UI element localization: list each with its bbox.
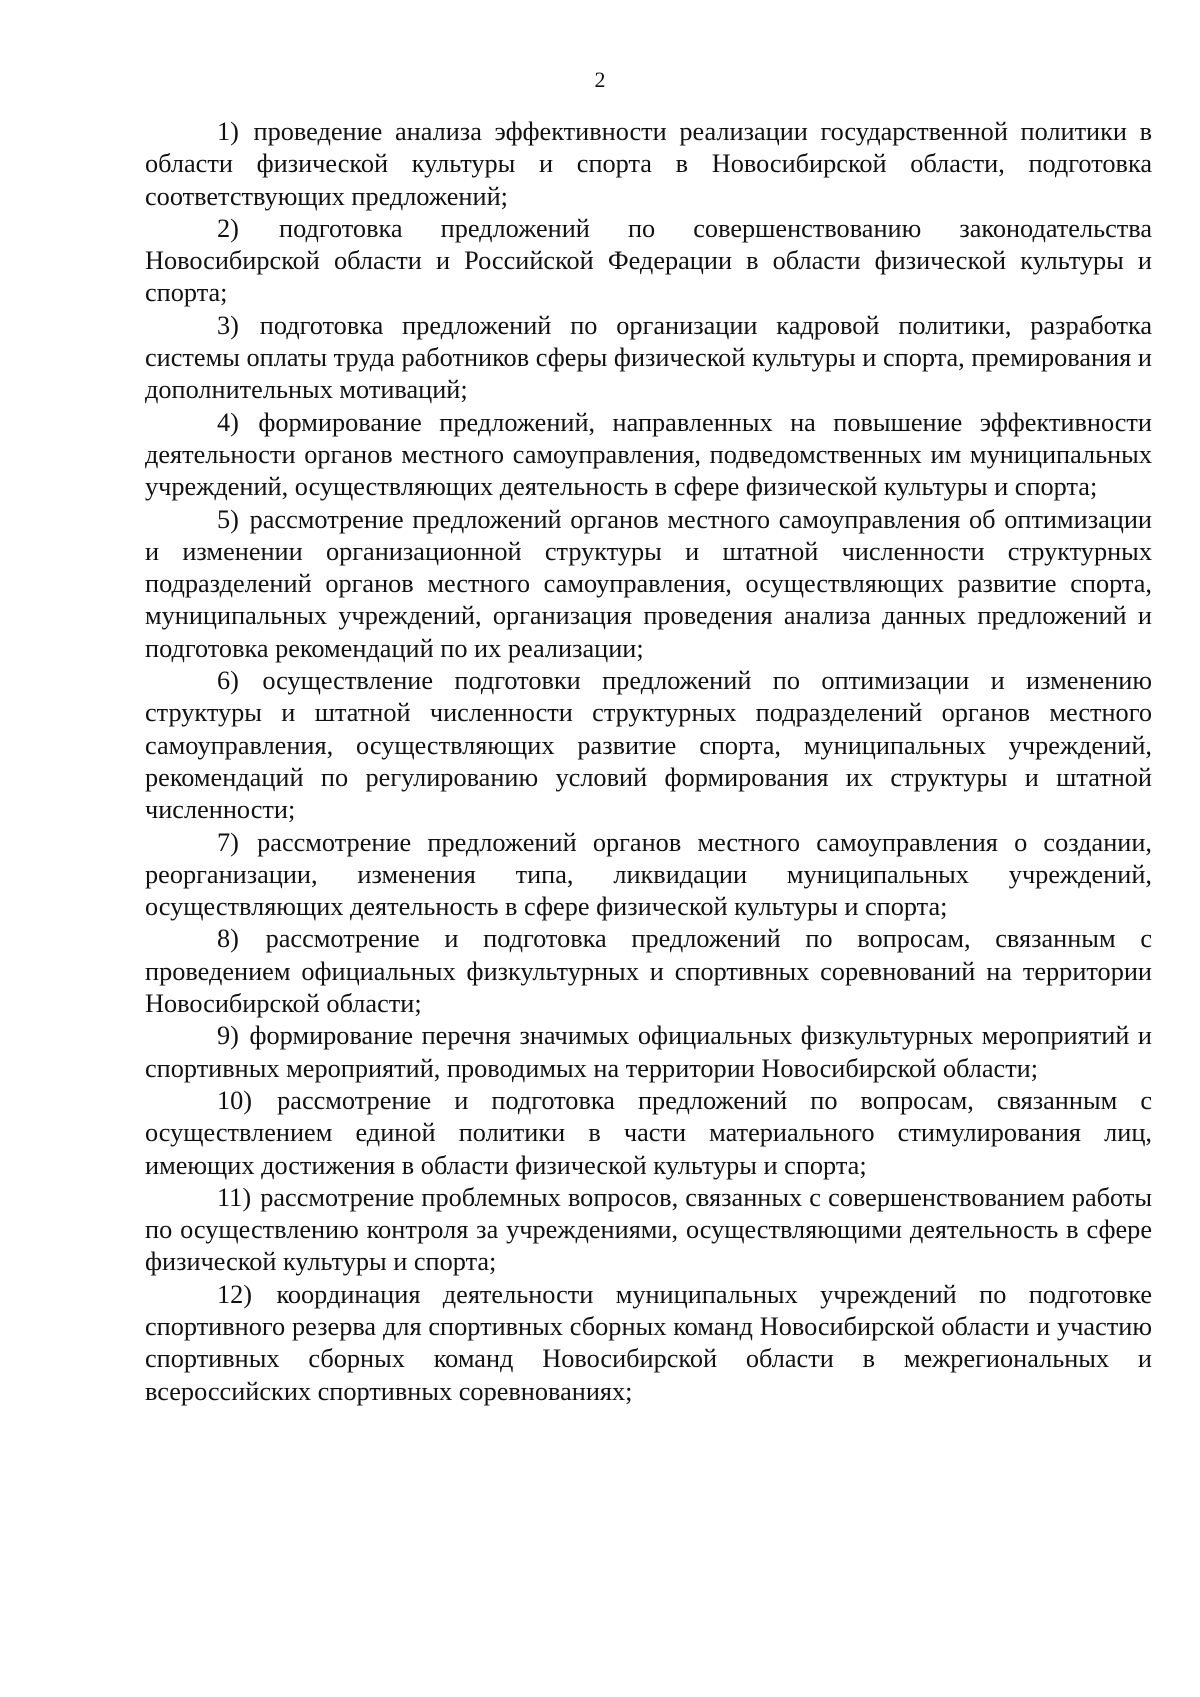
list-item-12 (145, 1279, 1152, 1408)
item-number: 4) (217, 407, 239, 437)
list-item-7 (145, 827, 1152, 924)
list-item-8 (145, 923, 1152, 1020)
item-number: 12) (217, 1279, 253, 1309)
item-text: проведение анализа эффективности реализации государственной политики в области физической культуры и спорта в Новосибирской области, подготовка соответствующих предложений; (145, 117, 1153, 211)
item-text: рассмотрение проблемных вопросов, связанных с совершенствованием работы по осуществлению контроля за учреждениями, осуществляющими деятельность в сфере физической культуры и спорта; (145, 1182, 1153, 1277)
page-number: 2 (594, 67, 606, 92)
item-text: координация деятельности муниципальных учреждений по подготовке спортивного резерва для спортивных сборных команд Новосибирской области и участию спортивных сборных команд Новосибирской области в межрегиональных и всероссийских спортивных соревнованиях; (145, 1279, 1152, 1406)
item-number: 1) (217, 117, 239, 146)
item-text: осуществление подготовки предложений по оптимизации и изменению структуры и штатной численности структурных подразделений органов местного самоуправления, осуществляющих развитие спорта, муниципальных учреждений, рекомендаций по регулированию условий формирования их структуры и штатной численности; (145, 666, 1152, 825)
item-number: 9) (217, 1021, 239, 1051)
item-text: подготовка предложений по совершенствованию законодательства Новосибирской области и Российской Федерации в области физической культуры и спорта; (145, 213, 1152, 308)
list-item-3 (145, 310, 1152, 407)
list-item-11 (145, 1182, 1152, 1279)
item-number: 6) (217, 666, 239, 696)
item-number: 10) (217, 1085, 253, 1115)
document-body (145, 116, 1152, 1408)
item-text: формирование перечня значимых официальных физкультурных мероприятий и спортивных мероприятий, проводимых на территории Новосибирской области; (145, 1021, 1152, 1083)
list-item-4 (145, 407, 1152, 504)
item-text: рассмотрение и подготовка предложений по вопросам, связанным с проведением официальных физкультурных и спортивных соревнований на территории Новосибирской области; (145, 924, 1152, 1019)
list-item-2 (145, 213, 1152, 310)
item-text: формирование предложений, направленных на повышение эффективности деятельности органов местного самоуправления, подведомственных им муниципальных учреждений, осуществляющих деятельность в сфере физической культуры и спорта; (145, 407, 1152, 502)
item-number: 8) (217, 924, 239, 954)
list-item-5 (145, 504, 1152, 665)
item-text: рассмотрение предложений органов местного самоуправления о создании, реорганизации, изменения типа, ликвидации муниципальных учреждений, осуществляющих деятельность в сфере физической культуры и спорта; (145, 827, 1153, 922)
item-text: рассмотрение и подготовка предложений по вопросам, связанным с осуществлением единой политики в части материального стимулирования лиц, имеющих достижения в области физической культуры и спорта; (145, 1085, 1152, 1180)
item-text: рассмотрение предложений органов местного самоуправления об оптимизации и изменении организационной структуры и штатной численности структурных подразделений органов местного самоуправления, осуществляющих развитие спорта, муниципальных учреждений, организация проведения анализа данных предложений и подготовка рекомендаций по их реализации; (145, 504, 1152, 663)
item-number: 5) (217, 504, 239, 534)
list-item-6 (145, 665, 1152, 826)
item-text: подготовка предложений по организации кадровой политики, разработка системы оплаты труда работников сферы физической культуры и спорта, премирования и дополнительных мотиваций; (145, 310, 1152, 405)
item-number: 7) (217, 827, 239, 857)
item-number: 11) (217, 1182, 252, 1212)
list-item-9 (145, 1020, 1152, 1085)
list-item-10 (145, 1085, 1152, 1182)
list-item-1 (145, 116, 1152, 213)
item-number: 3) (217, 310, 239, 340)
item-number: 2) (217, 213, 239, 243)
